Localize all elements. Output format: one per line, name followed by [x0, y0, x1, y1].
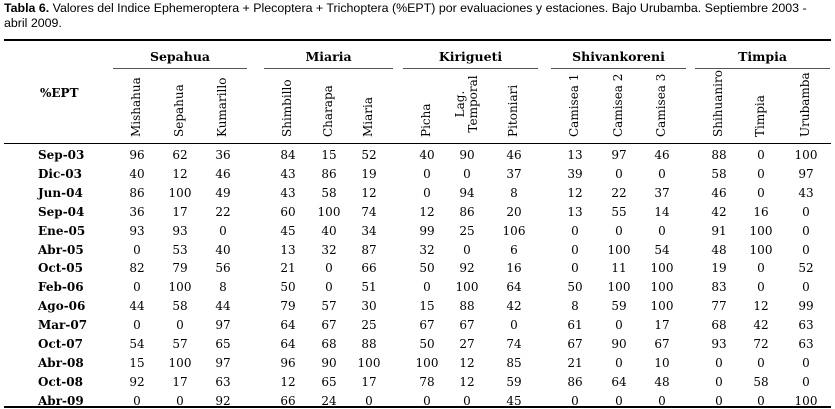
table-cell: 12: [753, 299, 769, 314]
table-cell: 44: [215, 299, 231, 314]
table-cell: 16: [753, 204, 769, 219]
table-cell: 65: [321, 374, 337, 389]
table-cell: 50: [419, 261, 435, 276]
table-cell: 0: [802, 242, 810, 257]
table-cell: 0: [571, 261, 579, 276]
table-cell: 43: [798, 185, 814, 200]
table-cell: 67: [459, 318, 475, 333]
table-cell: 0: [715, 393, 723, 408]
table-cell: 12: [361, 185, 377, 200]
table-cell: 85: [506, 355, 522, 370]
station-header: [507, 71, 520, 137]
table-cell: 32: [419, 242, 435, 257]
table-cell: 91: [711, 223, 727, 238]
table-cell: 58: [711, 166, 727, 181]
table-cell: 74: [506, 337, 522, 351]
table-cell: 42: [506, 299, 522, 314]
table-cell: 88: [361, 337, 377, 351]
table-cell: 78: [419, 374, 435, 389]
table-cell: 40: [129, 166, 145, 181]
table-cell: 100: [749, 223, 773, 238]
table-cell: 93: [711, 337, 727, 351]
site-header: Kirigueti: [438, 49, 503, 64]
table-cell: 97: [215, 355, 231, 370]
caption-text: Valores del Indice Ephemeroptera + Plecoptera + Trichoptera (%EPT) por evaluaciones y estaciones. Bajo Urubamba. Septiembre 2003 - abril 2009.: [4, 1, 807, 30]
station-label: Camisea 3: [654, 73, 668, 137]
site-header: Timpia: [738, 49, 787, 64]
table-cell: 90: [459, 148, 475, 162]
table-cell: 0: [463, 242, 471, 257]
table-cell: 37: [506, 166, 522, 181]
table-cell: 37: [654, 185, 670, 200]
table-cell: 56: [215, 261, 231, 276]
table-cell: 63: [798, 318, 814, 333]
table-cell: 100: [749, 242, 773, 257]
table-cell: 67: [419, 318, 435, 333]
table-cell: 12: [280, 374, 296, 389]
table-cell: 0: [219, 223, 227, 238]
table-cell: 86: [129, 185, 145, 200]
table-cell: 44: [129, 299, 145, 314]
table-cell: 0: [133, 393, 141, 408]
station-label: Picha: [419, 103, 433, 137]
table-cell: 50: [280, 280, 296, 295]
row-date: Feb-06: [38, 280, 84, 295]
table-cell: 19: [361, 166, 377, 181]
table-cell: 0: [757, 355, 765, 370]
table-cell: 8: [219, 280, 227, 295]
table-cell: 106: [502, 223, 526, 238]
site-underline: [113, 68, 247, 69]
table-cell: 79: [280, 299, 296, 314]
station-header: [799, 71, 812, 137]
table-cell: 25: [361, 318, 377, 333]
table-cell: 36: [129, 204, 145, 219]
table-cell: 88: [711, 148, 727, 162]
table-cell: 90: [321, 355, 337, 370]
table-cell: 67: [321, 318, 337, 333]
table-cell: 65: [215, 337, 231, 351]
row-date: Jun-04: [38, 185, 83, 200]
station-label: Shihuaniro: [711, 70, 725, 137]
table-cell: 22: [611, 185, 627, 200]
table-cell: 46: [506, 148, 522, 162]
table-cell: 0: [571, 242, 579, 257]
table-cell: 36: [215, 148, 231, 162]
table-cell: 16: [506, 261, 522, 276]
table-cell: 0: [325, 280, 333, 295]
table-cell: 100: [794, 393, 818, 408]
table-cell: 39: [567, 166, 583, 181]
table-cell: 96: [280, 355, 296, 370]
table-cell: 51: [361, 280, 377, 295]
table-cell: 87: [361, 242, 377, 257]
table-cell: 97: [798, 166, 814, 181]
table-cell: 100: [607, 280, 631, 295]
table-cell: 15: [419, 299, 435, 314]
table-cell: 45: [280, 223, 296, 238]
station-label: Pitoniari: [506, 84, 520, 137]
table-cell: 100: [168, 355, 192, 370]
row-date: Oct-05: [38, 261, 83, 276]
table-cell: 100: [650, 299, 674, 314]
station-header: [612, 71, 625, 137]
header-rule: [4, 143, 831, 144]
table-cell: 0: [133, 242, 141, 257]
table-cell: 99: [798, 299, 814, 314]
table-cell: 30: [361, 299, 377, 314]
table-cell: 59: [506, 374, 522, 389]
table-cell: 0: [715, 374, 723, 389]
station-header: [712, 71, 725, 137]
table-cell: 55: [611, 204, 627, 219]
table-cell: 13: [567, 204, 583, 219]
table-cell: 59: [611, 299, 627, 314]
table-cell: 24: [321, 393, 337, 408]
table-cell: 15: [129, 355, 145, 370]
table-cell: 0: [658, 393, 666, 408]
station-label: Mishahua: [129, 77, 143, 137]
station-header: [420, 71, 433, 137]
table-cell: 54: [654, 242, 670, 257]
station-label: Miaria: [361, 96, 375, 137]
table-cell: 32: [321, 242, 337, 257]
table-cell: 67: [567, 337, 583, 351]
table-cell: 61: [567, 318, 583, 333]
row-date: Mar-07: [38, 318, 88, 333]
site-underline: [403, 68, 538, 69]
table-cell: 92: [129, 374, 145, 389]
table-cell: 48: [711, 242, 727, 257]
table-cell: 97: [215, 318, 231, 333]
row-date: Abr-08: [38, 355, 84, 370]
row-date: Sep-03: [38, 148, 85, 162]
table-cell: 25: [459, 223, 475, 238]
station-label: Timpia: [753, 95, 767, 137]
table-cell: 0: [615, 166, 623, 181]
table-cell: 0: [757, 148, 765, 162]
table-cell: 17: [361, 374, 377, 389]
table-cell: 90: [611, 337, 627, 351]
table-cell: 62: [172, 148, 188, 162]
table-cell: 100: [650, 261, 674, 276]
table-cell: 0: [615, 393, 623, 408]
table-cell: 19: [711, 261, 727, 276]
row-date: Oct-08: [38, 374, 83, 389]
table-cell: 11: [611, 261, 627, 276]
table-cell: 0: [510, 318, 518, 333]
table-cell: 43: [280, 166, 296, 181]
row-date: Ene-05: [38, 223, 86, 238]
table-cell: 0: [757, 166, 765, 181]
table-cell: 58: [753, 374, 769, 389]
station-label: Lag. Temporal: [453, 75, 480, 133]
table-cell: 96: [129, 148, 145, 162]
table-cell: 40: [321, 223, 337, 238]
station-label: Shimbillo: [280, 79, 294, 137]
table-cell: 68: [321, 337, 337, 351]
top-rule: [4, 39, 831, 41]
table-cell: 86: [321, 166, 337, 181]
table-cell: 82: [129, 261, 145, 276]
table-cell: 0: [571, 223, 579, 238]
table-cell: 64: [611, 374, 627, 389]
station-header: [322, 71, 335, 137]
station-header: [216, 71, 229, 137]
table-cell: 46: [654, 148, 670, 162]
row-date: Dic-03: [38, 166, 82, 181]
table-cell: 0: [423, 185, 431, 200]
table-cell: 12: [172, 166, 188, 181]
table-cell: 21: [280, 261, 296, 276]
table-cell: 100: [317, 204, 341, 219]
table-cell: 57: [321, 299, 337, 314]
row-date: Abr-05: [38, 242, 84, 257]
station-label: Sepahua: [172, 84, 186, 137]
table-cell: 92: [215, 393, 231, 408]
table-cell: 50: [419, 337, 435, 351]
table-cell: 83: [711, 280, 727, 295]
station-header: [281, 71, 294, 137]
table-cell: 100: [168, 280, 192, 295]
table-cell: 46: [711, 185, 727, 200]
table-cell: 6: [510, 242, 518, 257]
station-header: [130, 71, 143, 137]
table-cell: 66: [361, 261, 377, 276]
table-cell: 0: [757, 261, 765, 276]
table-cell: 8: [571, 299, 579, 314]
table-cell: 68: [711, 318, 727, 333]
station-header: [568, 71, 581, 137]
station-header: [362, 71, 375, 137]
table-cell: 60: [280, 204, 296, 219]
row-header: %EPT: [40, 86, 79, 100]
table-cell: 27: [459, 337, 475, 351]
table-cell: 0: [802, 374, 810, 389]
table-cell: 0: [423, 280, 431, 295]
table-cell: 12: [459, 374, 475, 389]
table-cell: 42: [711, 204, 727, 219]
table-cell: 8: [510, 185, 518, 200]
table-cell: 0: [757, 185, 765, 200]
station-header: [655, 71, 668, 137]
table-cell: 45: [506, 393, 522, 408]
table-cell: 100: [455, 280, 479, 295]
table-cell: 86: [567, 374, 583, 389]
table-cell: 13: [280, 242, 296, 257]
table-cell: 0: [325, 261, 333, 276]
site-header: Miaria: [305, 49, 352, 64]
table-cell: 58: [321, 185, 337, 200]
row-date: Abr-09: [38, 393, 84, 408]
table-cell: 100: [357, 355, 381, 370]
table-cell: 13: [567, 148, 583, 162]
table-cell: 48: [654, 374, 670, 389]
table-cell: 22: [215, 204, 231, 219]
table-cell: 0: [133, 280, 141, 295]
table-cell: 17: [172, 374, 188, 389]
table-cell: 43: [280, 185, 296, 200]
station-label: Camisea 2: [611, 73, 625, 137]
table-cell: 72: [753, 337, 769, 351]
table-cell: 34: [361, 223, 377, 238]
table-cell: 20: [506, 204, 522, 219]
table-cell: 58: [172, 299, 188, 314]
table-cell: 97: [611, 148, 627, 162]
table-cell: 93: [129, 223, 145, 238]
table-cell: 0: [715, 355, 723, 370]
row-date: Sep-04: [38, 204, 85, 219]
table-cell: 50: [567, 280, 583, 295]
table-cell: 67: [654, 337, 670, 351]
row-date: Oct-07: [38, 337, 83, 351]
table-cell: 88: [459, 299, 475, 314]
table-cell: 86: [459, 204, 475, 219]
table-cell: 74: [361, 204, 377, 219]
table-cell: 17: [654, 318, 670, 333]
table-cell: 49: [215, 185, 231, 200]
table-cell: 99: [419, 223, 435, 238]
table-cell: 79: [172, 261, 188, 276]
table-cell: 12: [419, 204, 435, 219]
table-cell: 0: [658, 223, 666, 238]
station-label: Charapa: [321, 85, 335, 137]
site-underline: [695, 68, 830, 69]
table-cell: 0: [658, 166, 666, 181]
station-header: [754, 71, 767, 137]
table-cell: 10: [654, 355, 670, 370]
table-cell: 100: [607, 242, 631, 257]
table-cell: 21: [567, 355, 583, 370]
table-cell: 77: [711, 299, 727, 314]
table-cell: 64: [280, 337, 296, 351]
row-date: Ago-06: [38, 299, 86, 314]
table-cell: 0: [615, 223, 623, 238]
table-cell: 0: [571, 393, 579, 408]
table-cell: 0: [802, 204, 810, 219]
table-cell: 52: [361, 148, 377, 162]
station-label: Kumarillo: [215, 77, 229, 137]
table-cell: 15: [321, 148, 337, 162]
table-cell: 52: [798, 261, 814, 276]
table-cell: 53: [172, 242, 188, 257]
site-underline: [551, 68, 686, 69]
table-cell: 0: [757, 280, 765, 295]
table-cell: 42: [753, 318, 769, 333]
table-cell: 0: [176, 318, 184, 333]
table-cell: 14: [654, 204, 670, 219]
site-header: Sepahua: [149, 49, 211, 64]
station-label: Camisea 1: [567, 73, 581, 137]
site-header: Shivankoreni: [572, 49, 665, 64]
table-cell: 64: [280, 318, 296, 333]
station-header: [454, 71, 480, 137]
table-cell: 0: [133, 318, 141, 333]
caption-label: Tabla 6.: [4, 1, 50, 15]
table-cell: 54: [129, 337, 145, 351]
table-cell: 0: [615, 318, 623, 333]
table-cell: 40: [419, 148, 435, 162]
table-cell: 0: [463, 166, 471, 181]
table-cell: 0: [757, 393, 765, 408]
table-cell: 40: [215, 242, 231, 257]
table-cell: 17: [172, 204, 188, 219]
table-cell: 64: [506, 280, 522, 295]
table-cell: 12: [567, 185, 583, 200]
station-label: Urubamba: [798, 72, 812, 137]
table-cell: 92: [459, 261, 475, 276]
table-cell: 84: [280, 148, 296, 162]
table-cell: 94: [459, 185, 475, 200]
station-header: [173, 71, 186, 137]
table-cell: 100: [168, 185, 192, 200]
table-cell: 0: [615, 355, 623, 370]
table-cell: 0: [423, 393, 431, 408]
table-cell: 12: [459, 355, 475, 370]
table-cell: 100: [415, 355, 439, 370]
table-cell: 100: [794, 148, 818, 162]
table-cell: 66: [280, 393, 296, 408]
table-cell: 0: [365, 393, 373, 408]
table-cell: 46: [215, 166, 231, 181]
table-cell: 57: [172, 337, 188, 351]
table-cell: 63: [215, 374, 231, 389]
table-cell: 0: [463, 393, 471, 408]
table-cell: 93: [172, 223, 188, 238]
table-caption: [4, 1, 832, 31]
table-cell: 63: [798, 337, 814, 351]
site-underline: [264, 68, 393, 69]
table-cell: 0: [176, 393, 184, 408]
table-cell: 0: [423, 166, 431, 181]
table-cell: 0: [802, 223, 810, 238]
table-cell: 0: [802, 355, 810, 370]
table-cell: 0: [802, 280, 810, 295]
table-cell: 100: [650, 280, 674, 295]
